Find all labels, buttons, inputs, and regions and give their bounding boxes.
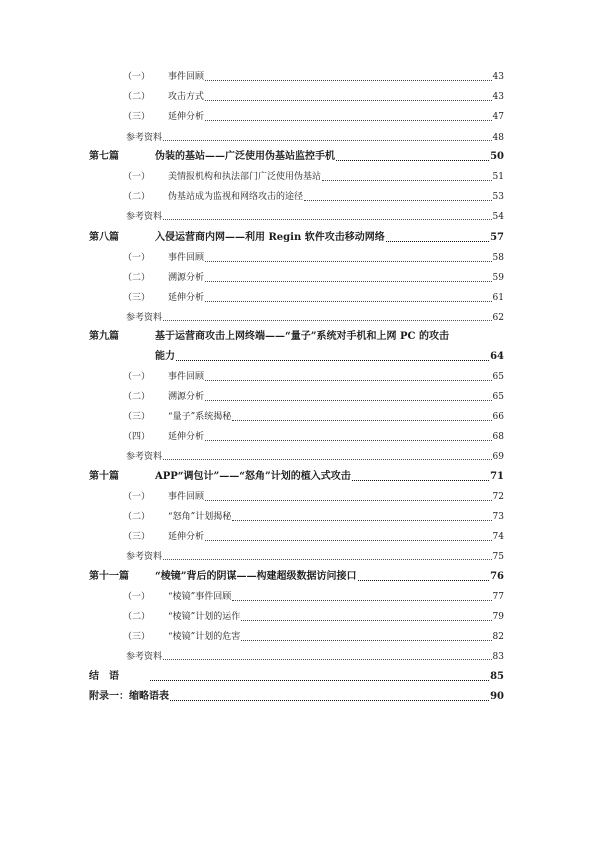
toc-entry-number: （三） (123, 293, 151, 303)
page-number: 85 (490, 671, 504, 682)
toc-entry[interactable] (0, 330, 595, 344)
toc-entry-number: （一） (123, 253, 151, 263)
page-number: 61 (492, 293, 504, 303)
toc-entry[interactable] (0, 610, 595, 624)
dot-leader (386, 231, 489, 245)
toc-entry[interactable] (0, 690, 595, 704)
page-number: 68 (492, 432, 504, 442)
toc-entry[interactable] (0, 210, 595, 224)
dot-leader (205, 70, 492, 84)
toc-entry-title: 溯源分析 (168, 273, 205, 283)
dot-leader (241, 630, 491, 644)
toc-entry-number: （一） (123, 592, 151, 602)
toc-entry-number: （一） (123, 72, 151, 82)
page-number: 75 (492, 552, 504, 562)
toc-entry-number: （二） (123, 192, 151, 202)
dot-leader (163, 650, 492, 664)
toc-entry-number: （一） (123, 492, 151, 502)
dot-leader (205, 490, 492, 504)
dot-leader (304, 190, 492, 204)
dot-leader (232, 590, 491, 604)
toc-entry-title: “棱镜”计划的危害 (168, 632, 241, 642)
page-number: 82 (492, 632, 504, 642)
toc-entry-title: 参考资料 (126, 452, 163, 462)
page-number: 64 (490, 351, 504, 362)
dot-leader (176, 350, 489, 364)
page-number: 51 (492, 172, 504, 182)
toc-entry-title: 参考资料 (126, 313, 163, 323)
toc-entry-title: 事件回顾 (168, 72, 205, 82)
dot-leader (358, 570, 490, 584)
toc-entry[interactable] (0, 430, 595, 444)
page-number: 71 (490, 471, 504, 482)
toc-entry-number: （三） (123, 112, 151, 122)
page-number: 66 (492, 412, 504, 422)
toc-entry-number: （二） (123, 512, 151, 522)
toc-entry[interactable] (0, 271, 595, 285)
chapter-title: “棱镜”背后的阴谋——构建超级数据访问接口 (155, 571, 357, 582)
toc-entry[interactable] (0, 90, 595, 104)
chapter-title: APP“调包计”——“怒角”计划的植入式攻击 (155, 471, 351, 482)
chapter-number: 结 语 (89, 671, 119, 682)
toc-entry[interactable] (0, 570, 595, 584)
chapter-title: 基于运营商攻击上网终端——“量子”系统对手机和上网 PC 的攻击 (155, 331, 449, 342)
dot-leader (322, 170, 492, 184)
dot-leader (170, 690, 489, 704)
toc-entry-number: （一） (123, 372, 151, 382)
toc-entry-title: 溯源分析 (168, 392, 205, 402)
chapter-number: 第九篇 (89, 331, 119, 342)
toc-entry[interactable] (0, 251, 595, 265)
page-number: 57 (490, 232, 504, 243)
toc-entry-title: 延伸分析 (168, 532, 205, 542)
toc-entry[interactable] (0, 170, 595, 184)
page-number: 62 (492, 313, 504, 323)
toc-entry[interactable] (0, 291, 595, 305)
toc-entry-title: “棱镜”计划的运作 (168, 612, 241, 622)
chapter-title: 伪装的基站——广泛使用伪基站监控手机 (155, 151, 335, 162)
dot-leader (336, 150, 489, 164)
dot-leader (232, 410, 491, 424)
toc-entry[interactable] (0, 311, 595, 325)
dot-leader (205, 251, 492, 265)
toc-entry[interactable] (0, 190, 595, 204)
toc-entry[interactable] (0, 131, 595, 145)
toc-entry-title: 事件回顾 (168, 372, 205, 382)
toc-entry-title: 美情报机构和执法部门广泛使用伪基站 (168, 172, 322, 182)
chapter-title: 附录一：缩略语表 (89, 691, 169, 702)
page-number: 53 (492, 192, 504, 202)
toc-entry-number: （二） (123, 612, 151, 622)
toc-entry-title: 参考资料 (126, 133, 163, 143)
toc-entry-number: （二） (123, 273, 151, 283)
dot-leader (163, 311, 492, 325)
toc-entry-title: 参考资料 (126, 652, 163, 662)
page-number: 72 (492, 492, 504, 502)
chapter-number: 第十篇 (89, 471, 119, 482)
toc-entry[interactable] (0, 470, 595, 484)
toc-entry-number: （二） (123, 92, 151, 102)
chapter-number: 第十一篇 (89, 571, 129, 582)
dot-leader (150, 670, 489, 684)
dot-leader (352, 470, 489, 484)
page-number: 77 (492, 592, 504, 602)
toc-entry-number: （三） (123, 412, 151, 422)
page-number: 73 (492, 512, 504, 522)
toc-entry-title: 事件回顾 (168, 492, 205, 502)
page-number: 47 (492, 112, 504, 122)
toc-entry-title: 延伸分析 (168, 112, 205, 122)
toc-entry[interactable] (0, 410, 595, 424)
page-number: 43 (492, 72, 504, 82)
toc-entry[interactable] (0, 490, 595, 504)
dot-leader (241, 610, 491, 624)
dot-leader (205, 90, 492, 104)
dot-leader (205, 370, 492, 384)
dot-leader (205, 271, 492, 285)
page-number: 50 (490, 151, 504, 162)
dot-leader (205, 390, 492, 404)
page-number: 65 (492, 392, 504, 402)
toc-entry-number: （三） (123, 532, 151, 542)
page-number: 58 (492, 253, 504, 263)
toc-entry[interactable] (0, 590, 595, 604)
page-number: 69 (492, 452, 504, 462)
dot-leader (163, 550, 492, 564)
toc-entry-title: “怒角”计划揭秘 (168, 512, 232, 522)
toc-entry-number: （三） (123, 632, 151, 642)
page-number: 65 (492, 372, 504, 382)
toc-entry-title: 参考资料 (126, 552, 163, 562)
toc-entry-title: 延伸分析 (168, 432, 205, 442)
toc-entry-number: （四） (123, 432, 151, 442)
page-number: 48 (492, 133, 504, 143)
page-number: 54 (492, 212, 504, 222)
toc-entry[interactable] (0, 630, 595, 644)
toc-entry-title: 参考资料 (126, 212, 163, 222)
toc-entry[interactable] (0, 510, 595, 524)
toc-entry[interactable] (0, 70, 595, 84)
toc-entry-number: （二） (123, 392, 151, 402)
toc-entry-title: 事件回顾 (168, 253, 205, 263)
toc-entry-title: “棱镜”事件回顾 (168, 592, 232, 602)
dot-leader (163, 210, 492, 224)
toc-entry-continuation[interactable] (0, 350, 595, 364)
page-number: 59 (492, 273, 504, 283)
toc-entry[interactable] (0, 231, 595, 245)
toc-entry[interactable] (0, 670, 595, 684)
toc-entry-title: 伪基站成为监视和网络攻击的途径 (168, 192, 304, 202)
dot-leader (205, 430, 492, 444)
dot-leader (205, 291, 492, 305)
page-number: 74 (492, 532, 504, 542)
dot-leader (163, 131, 492, 145)
toc-entry[interactable] (0, 390, 595, 404)
toc-entry[interactable] (0, 650, 595, 664)
page-number: 83 (492, 652, 504, 662)
toc-entry[interactable] (0, 110, 595, 124)
toc-entry-number: （一） (123, 172, 151, 182)
dot-leader (163, 450, 492, 464)
toc-entry-title: “量子”系统揭秘 (168, 412, 232, 422)
dot-leader (232, 510, 491, 524)
chapter-number: 第八篇 (89, 232, 119, 243)
toc-entry[interactable] (0, 450, 595, 464)
dot-leader (205, 110, 492, 124)
dot-leader (205, 530, 492, 544)
page-number: 79 (492, 612, 504, 622)
toc-entry-title: 攻击方式 (168, 92, 205, 102)
toc-entry[interactable] (0, 530, 595, 544)
page-number: 43 (492, 92, 504, 102)
page-number: 76 (490, 571, 504, 582)
toc-entry[interactable] (0, 370, 595, 384)
chapter-number: 第七篇 (89, 151, 119, 162)
toc-entry-title: 延伸分析 (168, 293, 205, 303)
toc-entry[interactable] (0, 550, 595, 564)
toc-entry[interactable] (0, 150, 595, 164)
chapter-title: 入侵运营商内网——利用 Regin 软件攻击移动网络 (155, 232, 385, 243)
chapter-title-continued: 能力 (155, 351, 175, 362)
page-number: 90 (490, 691, 504, 702)
